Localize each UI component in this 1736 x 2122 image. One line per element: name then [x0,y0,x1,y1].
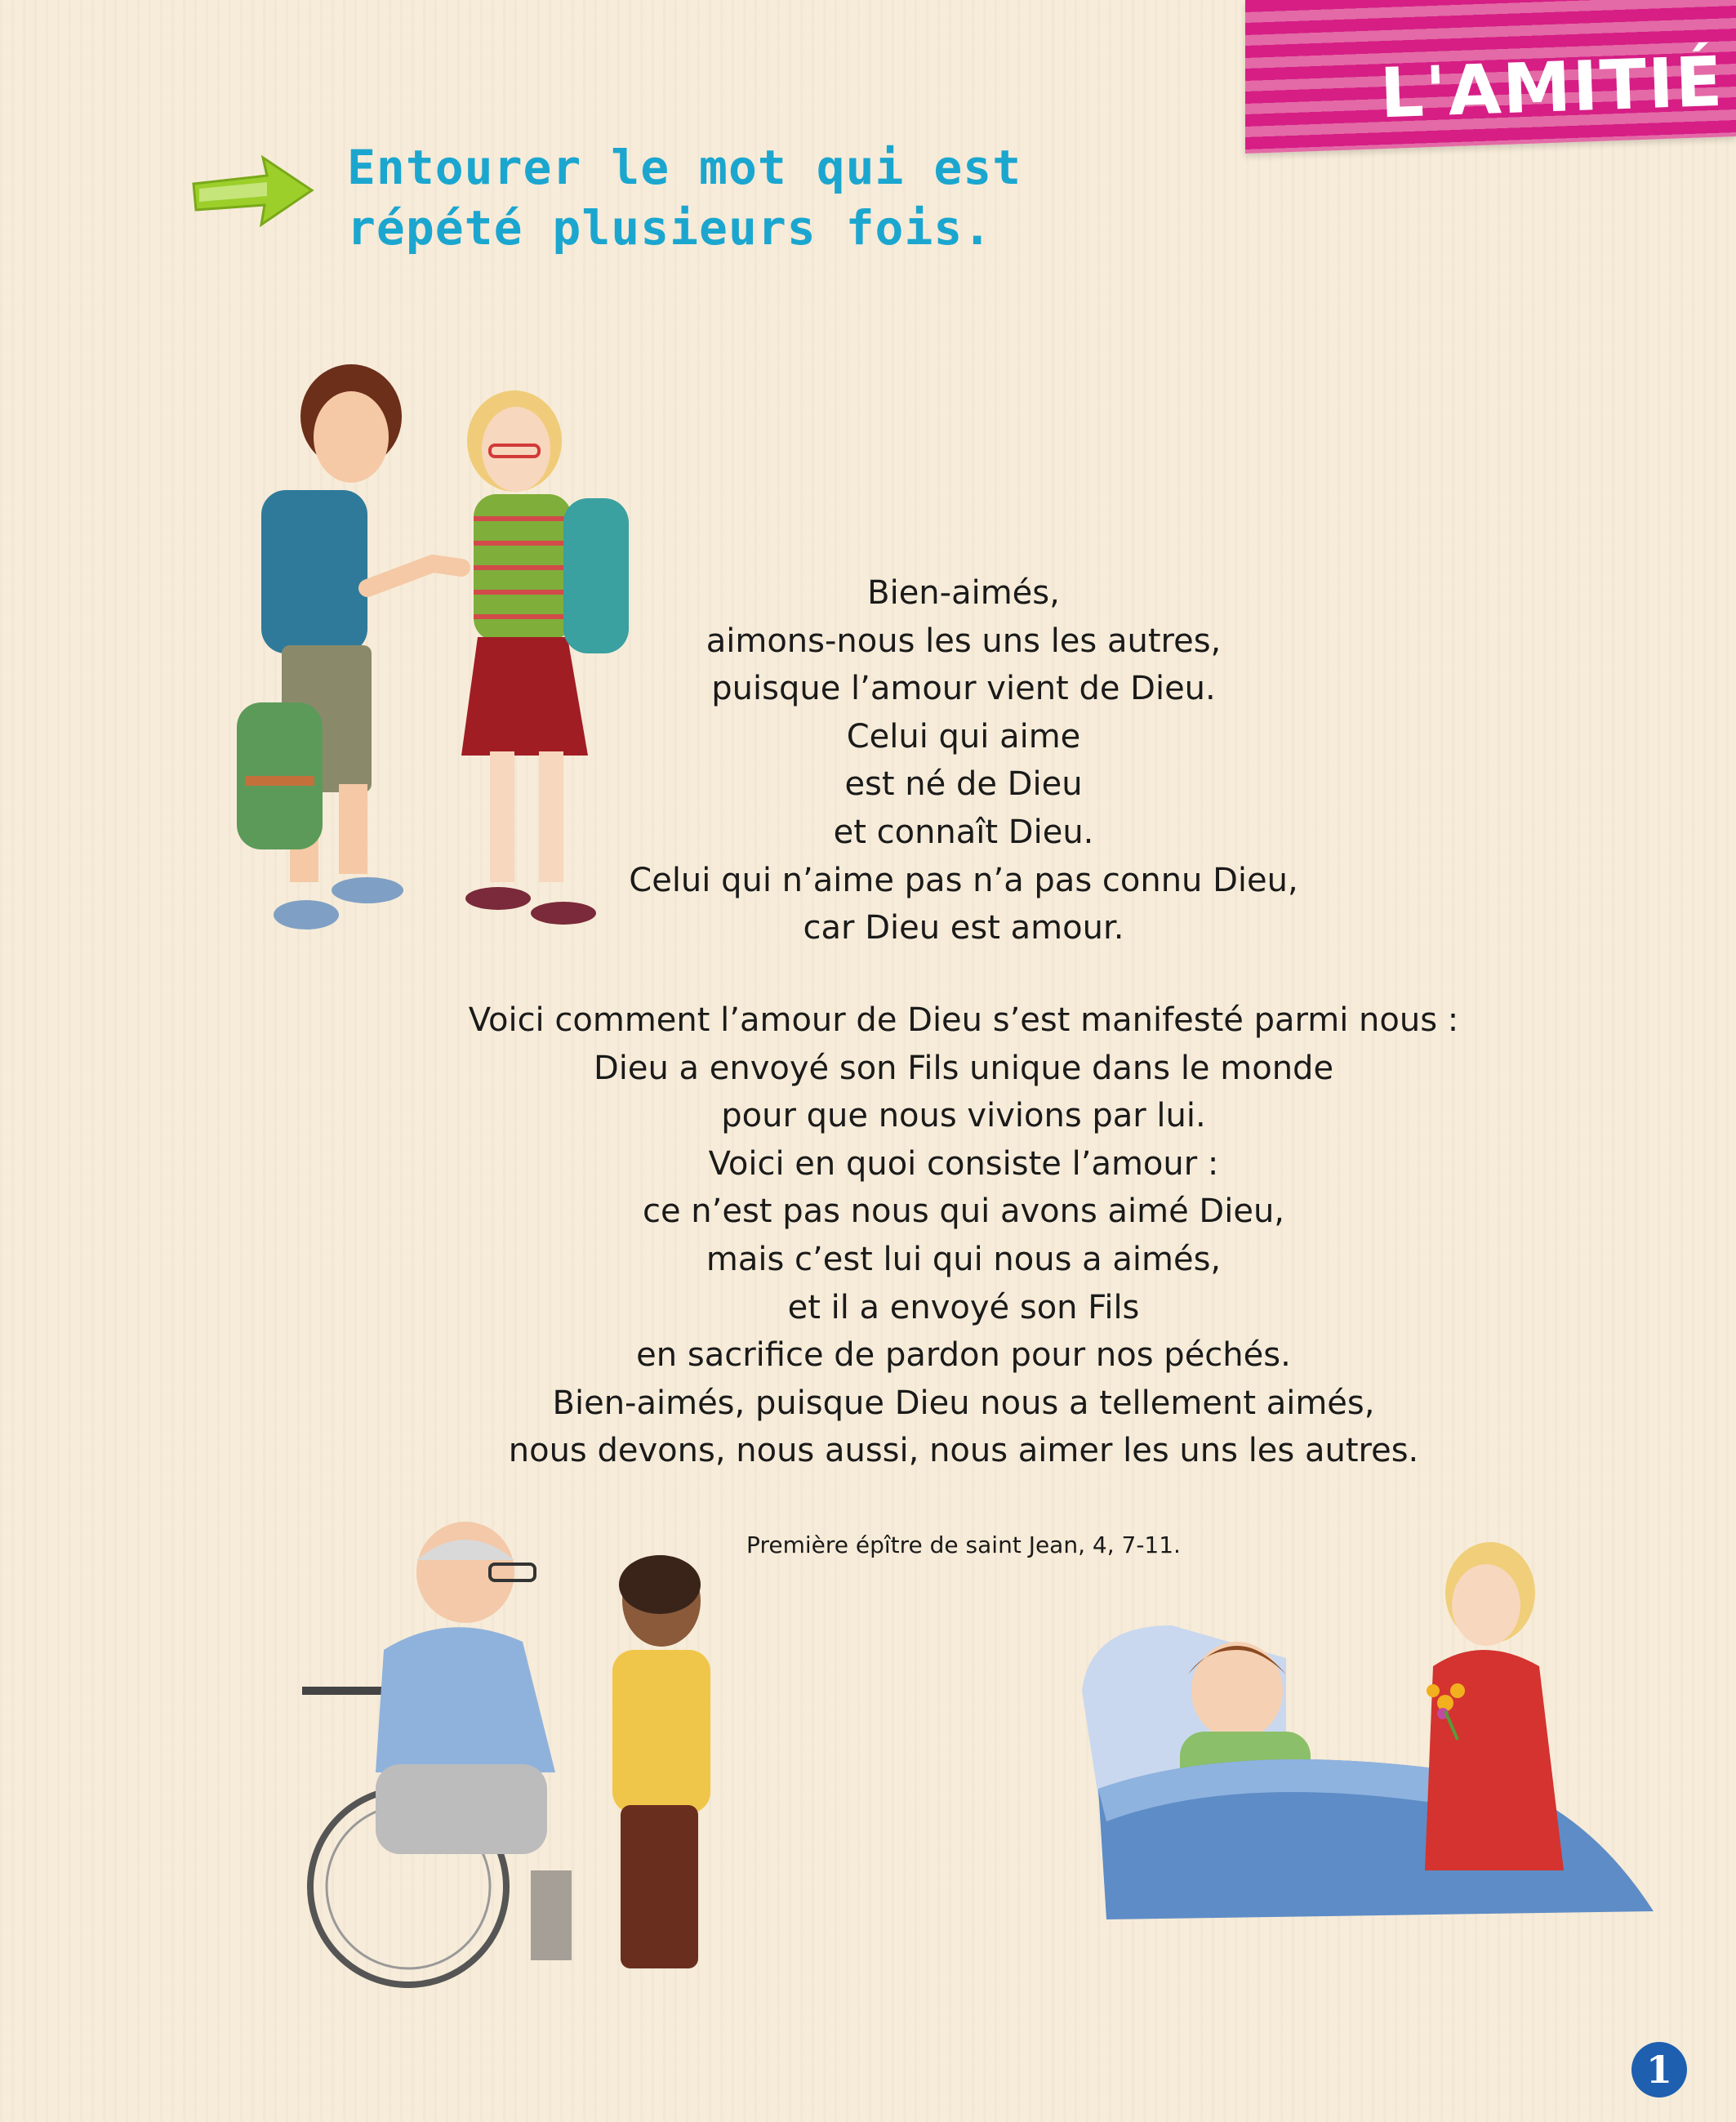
passage-line: Bien-aimés, puisque Dieu nous a tellement aimés, [552,1384,1375,1422]
passage-line: pour que nous vivions par lui. [721,1097,1206,1135]
page-title: L'AMITIÉ [1378,41,1725,134]
hospital-visit-illustration [1074,1527,1662,1952]
passage-line: Voici comment l’amour de Dieu s’est manifesté parmi nous : [468,1001,1459,1039]
passage-line: aimons-nous les uns les autres, [706,622,1222,660]
passage-line: Dieu a envoyé son Fils unique dans le monde [593,1049,1334,1087]
passage-line: mais c’est lui qui nous a aimés, [706,1240,1222,1278]
wheelchair-grandfather-illustration [286,1503,776,1993]
page-number-badge: 1 [1631,2042,1687,2097]
passage-line: Voici en quoi consiste l’amour : [708,1144,1219,1183]
passage-line: est né de Dieu [844,765,1083,804]
passage-line: ce n’est pas nous qui avons aimé Dieu, [642,1193,1285,1231]
passage-line: car Dieu est amour. [803,909,1124,947]
passage-line: en sacrifice de pardon pour nos péchés. [636,1336,1291,1375]
instruction-line-1: Entourer le mot qui est [347,140,1022,195]
passage-line: Bien-aimés, [867,574,1060,612]
passage-stanza-2 [392,996,1535,1475]
passage-line: et il a envoyé son Fils [787,1288,1140,1326]
passage-line: et connaît Dieu. [833,813,1094,851]
passage-line: Celui qui n’aime pas n’a pas connu Dieu, [629,861,1298,899]
instruction-line-2: répété plusieurs fois. [347,200,993,256]
passage-stanza-1 [392,569,1535,952]
passage-line: Celui qui aime [846,717,1081,756]
green-arrow-icon [189,151,316,229]
passage-line: puisque l’amour vient de Dieu. [711,670,1216,708]
instruction-text [347,137,1022,258]
passage-source: Première épître de saint Jean, 4, 7-11. [746,1531,1181,1558]
passage-line: nous devons, nous aussi, nous aimer les uns les autres. [508,1432,1419,1470]
